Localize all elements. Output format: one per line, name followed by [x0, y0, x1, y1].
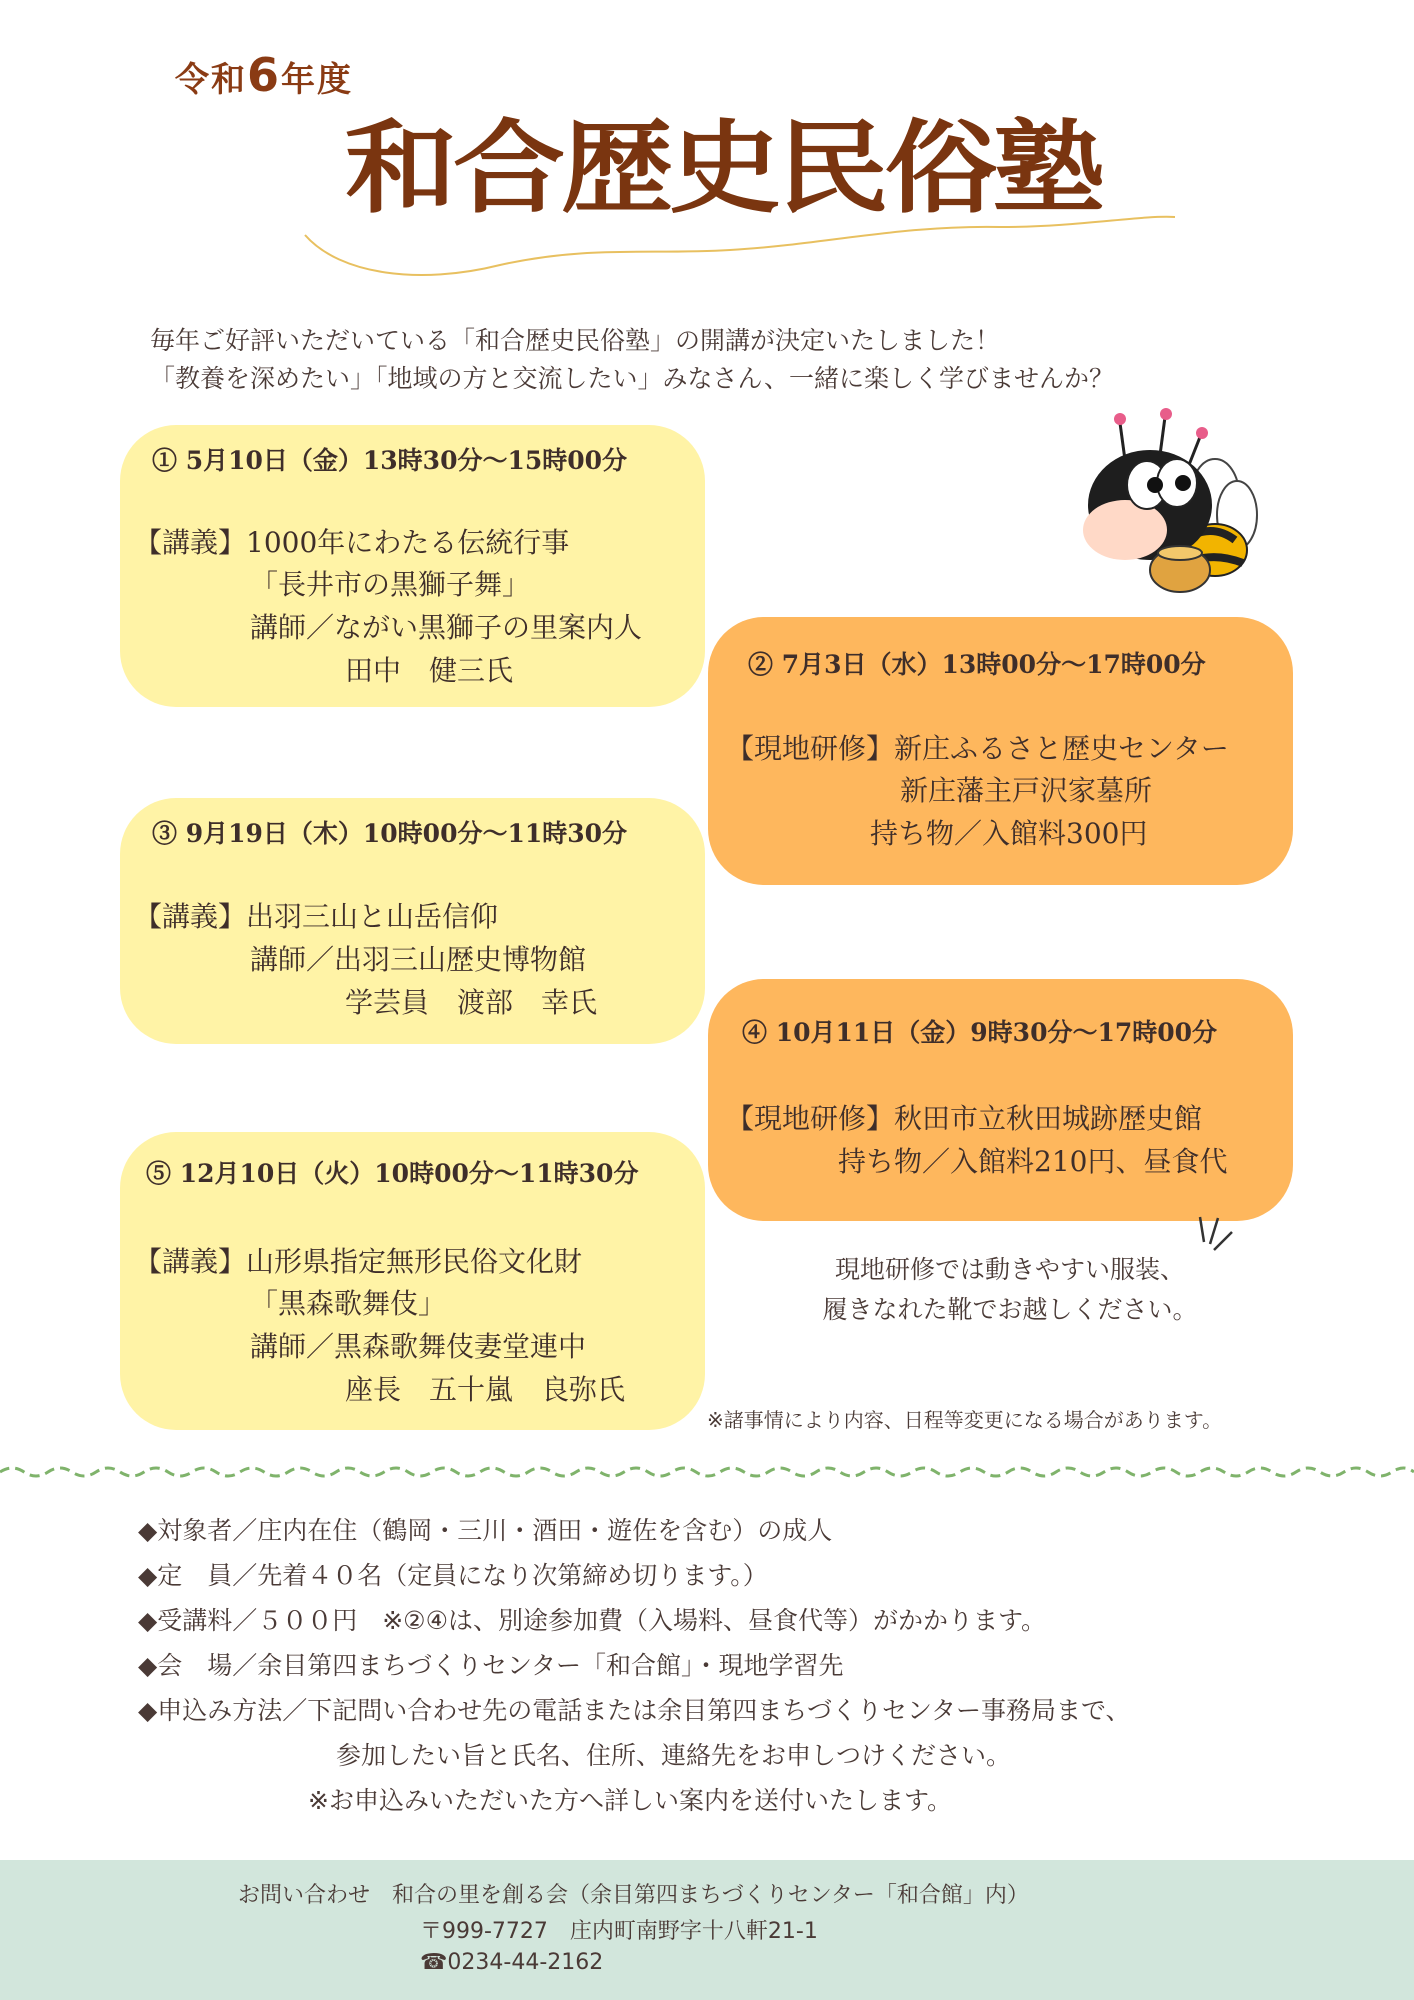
session-line: 持ち物／入館料300円: [870, 817, 1148, 850]
session-line: 講師／ながい黒獅子の里案内人: [250, 611, 643, 644]
capacity: ◆定 員／先着４０名（定員になり次第締め切ります。）: [138, 1561, 768, 1590]
intro-line-1: 毎年ご好評いただいている「和合歴史民俗塾」の開講が決定いたしました！: [150, 326, 1001, 355]
title-underline-wave: [300, 205, 1180, 285]
session-line: 講師／黒森歌舞伎妻堂連中: [250, 1330, 587, 1363]
venue: ◆会 場／余目第四まちづくりセンター「和合館」・現地学習先: [138, 1651, 844, 1680]
session-line: 【現地研修】秋田市立秋田城跡歴史館: [726, 1102, 1203, 1135]
session-line: 【講義】山形県指定無形民俗文化財: [134, 1245, 583, 1278]
session-line: 座長 五十嵐 良弥氏: [345, 1373, 626, 1406]
outdoor-note-line-2: 履きなれた靴でお越しください。: [822, 1295, 1198, 1324]
session-card-1: [120, 425, 705, 707]
contact-footer: [0, 1860, 1414, 2000]
session-line: 「黒森歌舞伎」: [250, 1287, 447, 1320]
dashed-wavy-divider: [0, 1462, 1414, 1482]
bee-mascot-illustration: [1065, 405, 1285, 605]
schedule-change-disclaimer: ※諸事情により内容、日程等変更になる場合があります。: [707, 1408, 1223, 1432]
tuition-fee: ◆受講料／５００円 ※②④は、別途参加費（入場料、昼食代等）がかかります。: [138, 1606, 1047, 1635]
session-line: 【講義】1000年にわたる伝統行事: [134, 526, 570, 559]
session-heading: ⑤ 12月10日（火）10時00分～11時30分: [146, 1159, 639, 1188]
session-line: 【現地研修】新庄ふるさと歴史センター: [726, 732, 1229, 765]
session-card-4: [708, 979, 1293, 1221]
session-heading: ② 7月3日（水）13時00分～17時00分: [748, 650, 1206, 679]
outdoor-training-note: [690, 1250, 1330, 1330]
fiscal-prefix: 令和: [175, 60, 247, 100]
fiscal-number: 6: [247, 48, 282, 102]
session-line: 【講義】出羽三山と山岳信仰: [134, 900, 499, 933]
contact-address: 〒999-7727 庄内町南野字十八軒21-1: [420, 1919, 818, 1944]
session-card-3: [120, 798, 705, 1044]
session-line: 新庄藩主戸沢家墓所: [900, 774, 1153, 807]
intro-text: [150, 322, 1114, 398]
event-details: [138, 1508, 1130, 1823]
target-audience: ◆対象者／庄内在住（鶴岡・三川・酒田・遊佐を含む）の成人: [138, 1516, 833, 1545]
session-card-2: [708, 617, 1293, 885]
application-note: ※お申込みいただいた方へ詳しい案内を送付いたします。: [308, 1786, 952, 1815]
contact-organization: お問い合わせ 和合の里を創る会（余目第四まちづくりセンター「和合館」内）: [238, 1883, 1029, 1908]
outdoor-note-line-1: 現地研修では動きやすい服装、: [834, 1255, 1185, 1284]
fiscal-suffix: 年度: [281, 60, 354, 100]
session-heading: ① 5月10日（金）13時30分～15時00分: [152, 446, 628, 475]
application-method: ◆申込み方法／下記問い合わせ先の電話または余目第四まちづくりセンター事務局まで、: [138, 1696, 1131, 1725]
session-line: 講師／出羽三山歴史博物館: [250, 943, 587, 976]
session-heading: ③ 9月19日（木）10時00分～11時30分: [152, 819, 628, 848]
session-line: 「長井市の黒獅子舞」: [250, 568, 531, 601]
intro-line-2: 「教養を深めたい」「地域の方と交流したい」みなさん、一緒に楽しく学びませんか？: [150, 364, 1115, 393]
page-title: 和合歴史民俗塾: [345, 110, 1101, 228]
fiscal-year-label: [175, 48, 353, 102]
session-heading: ④ 10月11日（金）9時30分～17時00分: [742, 1018, 1218, 1047]
session-line: 持ち物／入館料210円、昼食代: [838, 1145, 1228, 1178]
session-line: 田中 健三氏: [345, 654, 514, 687]
session-line: 学芸員 渡部 幸氏: [345, 986, 598, 1019]
contact-phone: ☎0234-44-2162: [420, 1950, 604, 1975]
application-method-cont: 参加したい旨と氏名、住所、連絡先をお申しつけください。: [336, 1741, 1012, 1770]
session-card-5: [120, 1132, 705, 1430]
